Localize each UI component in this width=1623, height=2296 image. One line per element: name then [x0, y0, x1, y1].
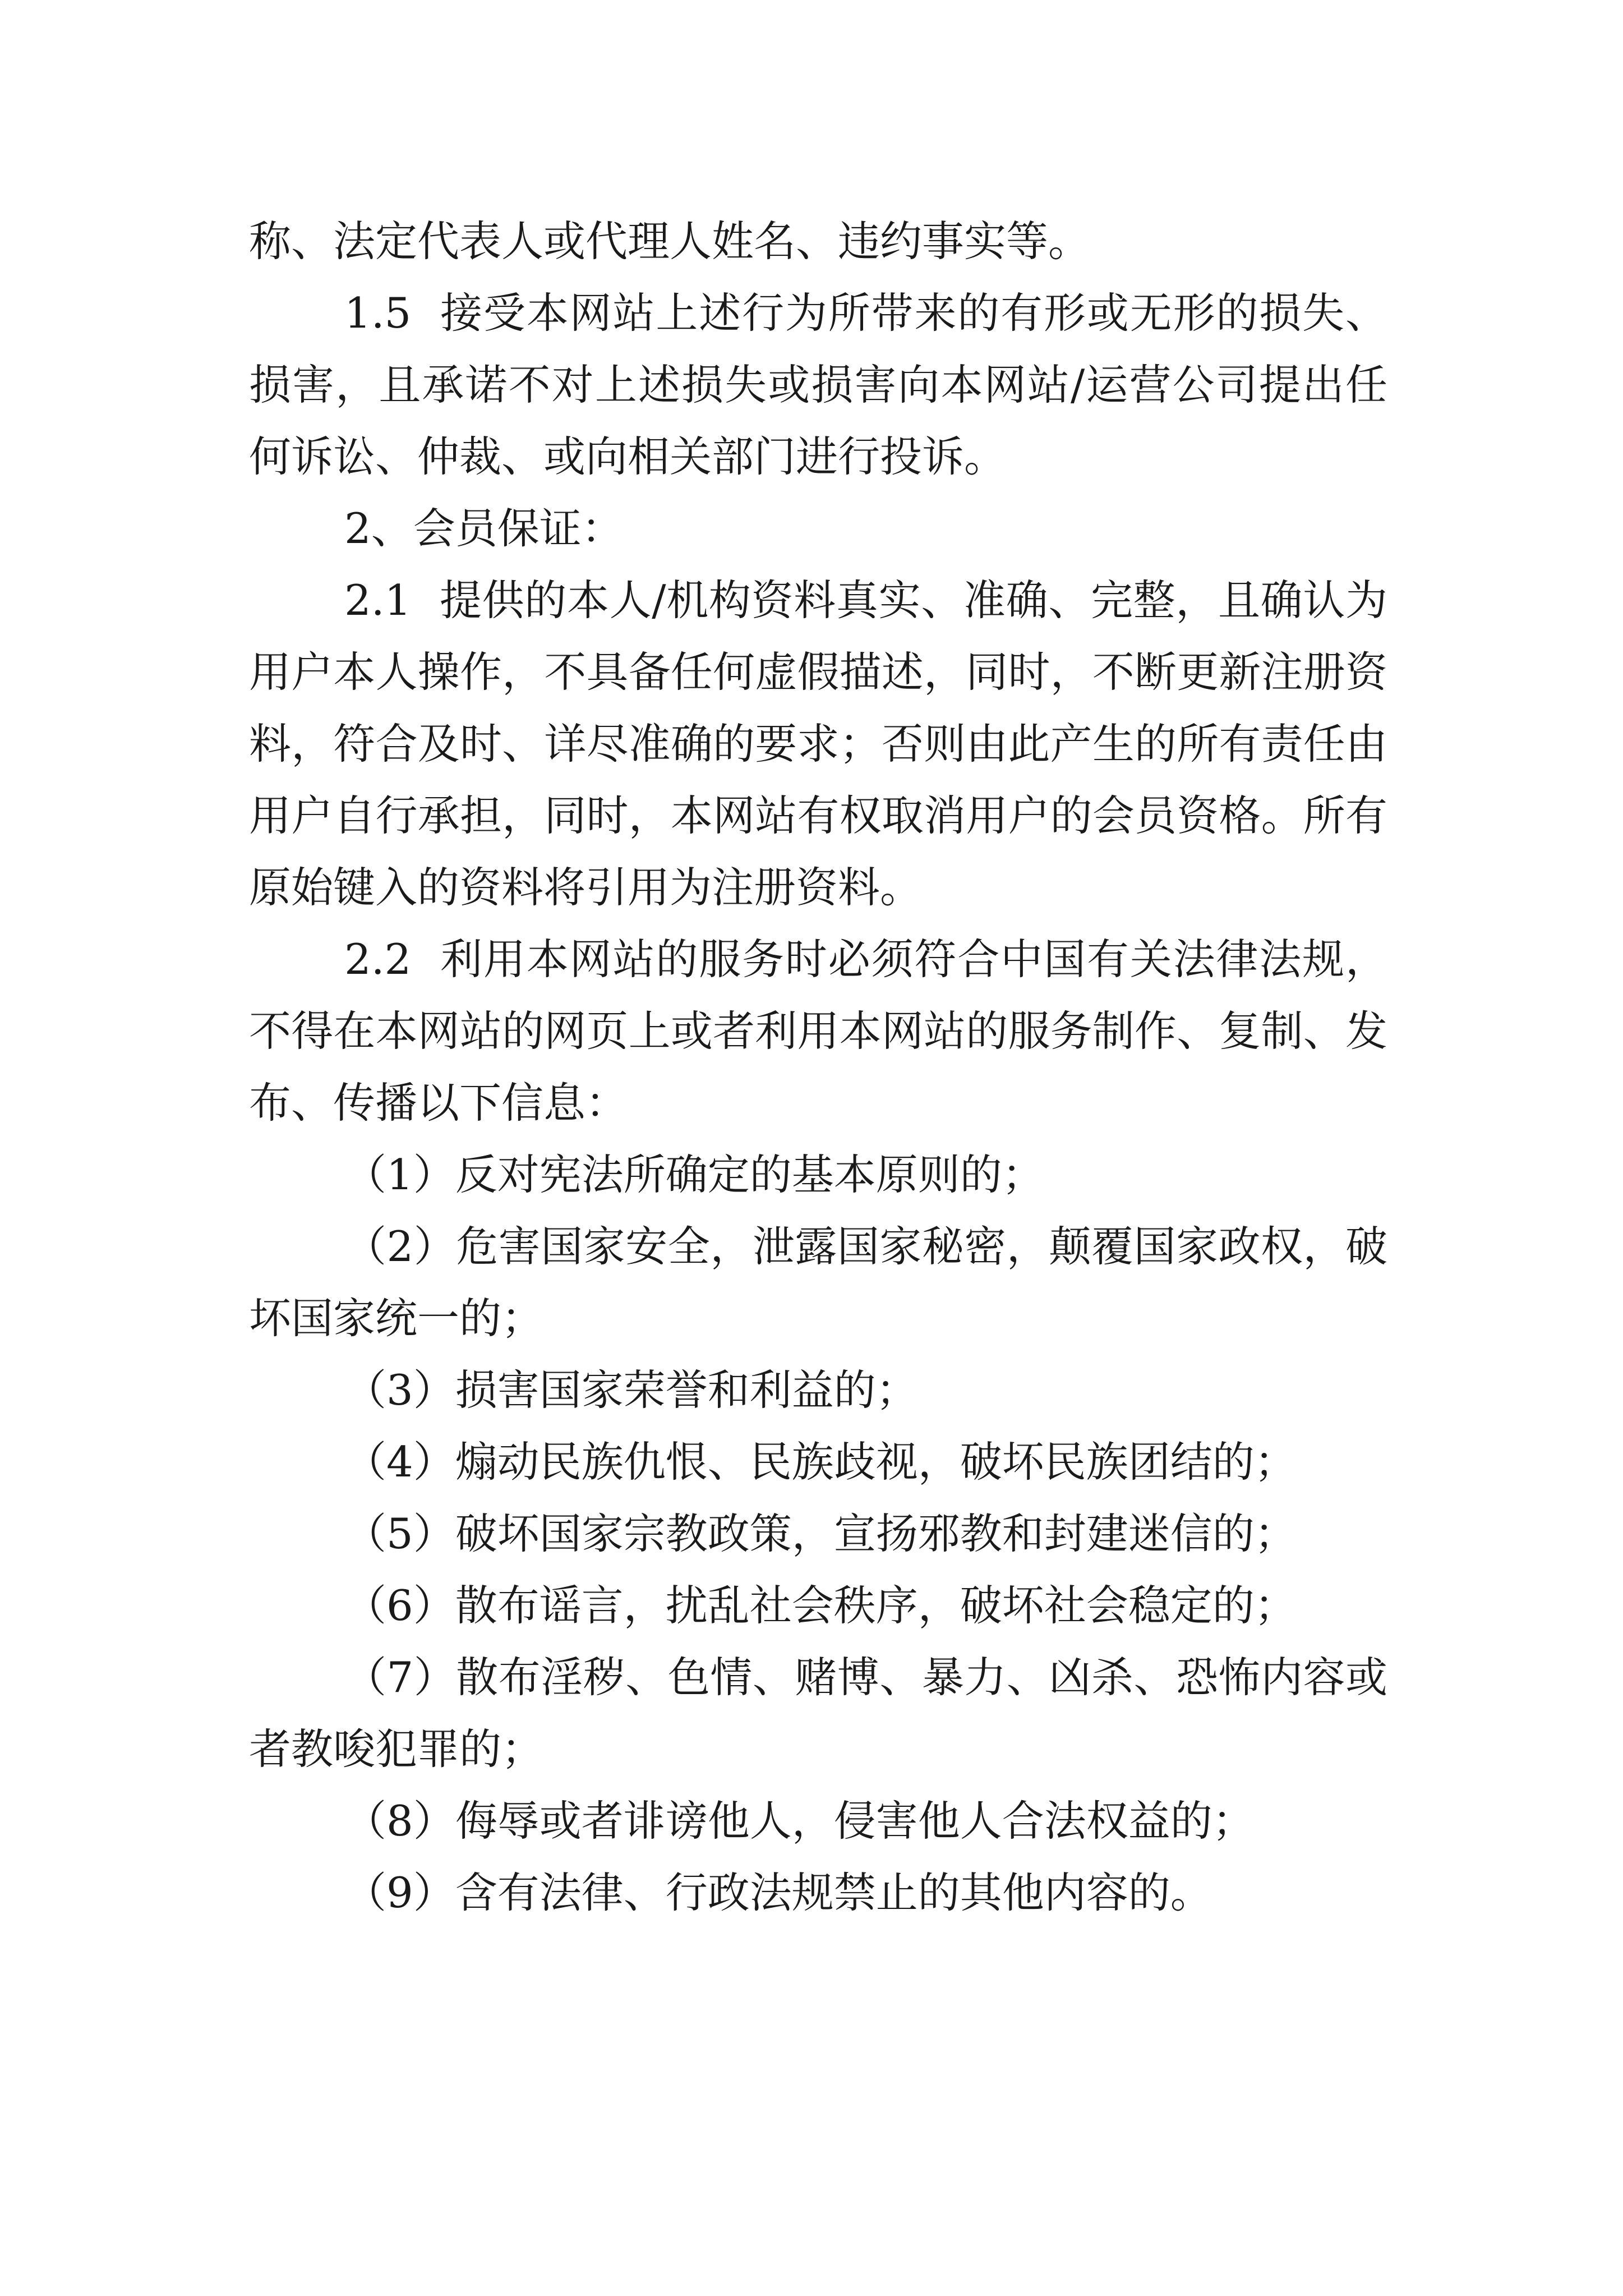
paragraph-continuation: [249, 205, 1387, 277]
list-item-text: （4）煽动民族仇恨、民族歧视，破坏民族团结的；: [344, 1437, 1297, 1487]
list-item-text: （6）散布谣言，扰乱社会秩序，破坏社会稳定的；: [344, 1581, 1297, 1630]
paragraph-text: 2、会员保证：: [344, 504, 624, 553]
list-item-text: （3）损害国家荣誉和利益的；: [344, 1365, 918, 1415]
paragraph-2-2: [249, 923, 1387, 1139]
paragraph-text: 称、法定代表人或代理人姓名、违约事实等。: [249, 217, 1091, 266]
clause-number: 1.5: [344, 288, 412, 338]
list-item-5: [249, 1498, 1387, 1570]
clause-number: 2.2: [344, 935, 412, 984]
paragraph-text: 接受本网站上述行为所带来的有形或无形的损失、损害，且承诺不对上述损失或损害向本网站/运营公司提出任何诉讼、仲裁、或向相关部门进行投诉。: [249, 288, 1387, 481]
paragraph-section-2-heading: [249, 493, 1387, 564]
list-item-3: [249, 1354, 1387, 1426]
list-item-8: [249, 1785, 1387, 1857]
paragraph-1-5: [249, 277, 1387, 493]
list-item-text: （2）危害国家安全，泄露国家秘密，颠覆国家政权，破坏国家统一的；: [249, 1222, 1387, 1343]
list-item-6: [249, 1570, 1387, 1641]
list-item-text: （9）含有法律、行政法规禁止的其他内容的。: [344, 1868, 1212, 1917]
list-item-2: [249, 1211, 1387, 1354]
list-item-text: （7）散布淫秽、色情、赌博、暴力、凶杀、恐怖内容或者教唆犯罪的；: [249, 1653, 1387, 1774]
list-item-9: [249, 1857, 1387, 1929]
list-item-text: （5）破坏国家宗教政策，宣扬邪教和封建迷信的；: [344, 1509, 1297, 1558]
list-item-7: [249, 1641, 1387, 1785]
paragraph-2-1: [249, 564, 1387, 923]
paragraph-text: 提供的本人/机构资料真实、准确、完整，且确认为用户本人操作，不具备任何虚假描述，同时，不断更新注册资料，符合及时、详尽准确的要求；否则由此产生的所有责任由用户自行承担，同时，本网站有权取消用户的会员资格。所有原始键入的资料将引用为注册资料。: [249, 576, 1387, 912]
document-body: [249, 205, 1387, 1929]
list-item-1: [249, 1139, 1387, 1211]
clause-number: 2.1: [344, 576, 412, 625]
list-item-text: （8）侮辱或者诽谤他人，侵害他人合法权益的；: [344, 1796, 1255, 1846]
list-item-text: （1）反对宪法所确定的基本原则的；: [344, 1150, 1044, 1199]
list-item-4: [249, 1426, 1387, 1498]
paragraph-text: 利用本网站的服务时必须符合中国有关法律法规，不得在本网站的网页上或者利用本网站的服务制作、复制、发布、传播以下信息：: [249, 935, 1387, 1128]
